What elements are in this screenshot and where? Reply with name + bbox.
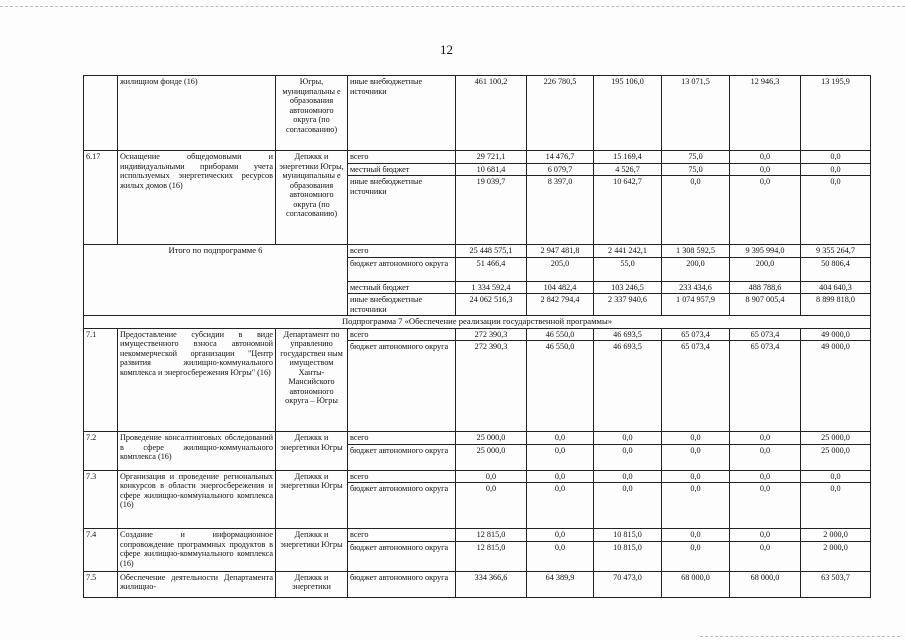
amount-cell: 2 000,0 (801, 541, 871, 571)
amount-cell: 8 899 818,0 (801, 294, 871, 316)
responsible-executor: Депжкк и энергетики Югры (276, 529, 348, 572)
amount-cell: 64 389,9 (527, 571, 594, 597)
row-number: 7.2 (84, 432, 118, 471)
event-name: Обеспечение деятельности Департамента жилищно- (118, 571, 276, 597)
amount-cell: 65 073,4 (730, 328, 801, 341)
amount-cell: 226 780,5 (527, 76, 594, 151)
amount-cell: 0,0 (730, 470, 801, 483)
amount-cell: 75,0 (662, 163, 730, 176)
table-row (84, 76, 871, 151)
funding-source: бюджет автономного округа (348, 483, 456, 529)
amount-cell: 0,0 (730, 432, 801, 445)
amount-cell: 24 062 516,3 (456, 294, 527, 316)
amount-cell: 0,0 (801, 151, 871, 164)
amount-cell: 0,0 (730, 529, 801, 542)
amount-cell: 65 073,4 (662, 341, 730, 432)
amount-cell: 51 466,4 (456, 257, 527, 281)
amount-cell: 0,0 (594, 432, 662, 445)
amount-cell: 200,0 (730, 257, 801, 281)
amount-cell: 19 039,7 (456, 176, 527, 245)
amount-cell: 13 195,9 (801, 76, 871, 151)
amount-cell: 9 355 264,7 (801, 245, 871, 258)
amount-cell: 272 390,3 (456, 341, 527, 432)
amount-cell: 8 397,0 (527, 176, 594, 245)
table-row (84, 529, 871, 542)
row-number (84, 76, 118, 151)
amount-cell: 46 693,5 (594, 341, 662, 432)
amount-cell: 55,0 (594, 257, 662, 281)
responsible-executor: Депжкк и энергетики Югры (276, 432, 348, 471)
amount-cell: 1 334 592,4 (456, 281, 527, 294)
table-row (84, 151, 871, 164)
funding-source: иные внебюджетные источники (348, 76, 456, 151)
amount-cell: 205,0 (527, 257, 594, 281)
table-row (84, 245, 871, 258)
amount-cell: 0,0 (527, 529, 594, 542)
funding-source: иные внебюджетные источники (348, 294, 456, 316)
amount-cell: 334 366,6 (456, 571, 527, 597)
amount-cell: 0,0 (594, 483, 662, 529)
funding-source: местный бюджет (348, 281, 456, 294)
amount-cell: 488 788,6 (730, 281, 801, 294)
amount-cell: 0,0 (662, 444, 730, 470)
funding-source: всего (348, 328, 456, 341)
amount-cell: 0,0 (730, 444, 801, 470)
amount-cell: 0,0 (730, 176, 801, 245)
amount-cell: 2 000,0 (801, 529, 871, 542)
amount-cell: 0,0 (662, 541, 730, 571)
amount-cell: 25 000,0 (801, 432, 871, 445)
funding-source: иные внебюджетные источники (348, 176, 456, 245)
amount-cell: 0,0 (801, 470, 871, 483)
amount-cell: 0,0 (527, 444, 594, 470)
amount-cell: 65 073,4 (662, 328, 730, 341)
amount-cell: 2 947 481,8 (527, 245, 594, 258)
amount-cell: 25 000,0 (801, 444, 871, 470)
amount-cell: 25 000,0 (456, 432, 527, 445)
amount-cell: 2 842 794,4 (527, 294, 594, 316)
responsible-executor: Депжкк и энергетики (276, 571, 348, 597)
amount-cell: 404 640,3 (801, 281, 871, 294)
amount-cell: 0,0 (662, 529, 730, 542)
amount-cell: 46 693,5 (594, 328, 662, 341)
amount-cell: 68 000,0 (730, 571, 801, 597)
scan-edge-top (0, 6, 905, 7)
row-number: 6.17 (84, 151, 118, 245)
amount-cell: 65 073,4 (730, 341, 801, 432)
amount-cell: 200,0 (662, 257, 730, 281)
amount-cell: 29 721,1 (456, 151, 527, 164)
table-row (84, 470, 871, 483)
subtotal-label: Итого по подпрограмме 6 (84, 245, 348, 316)
amount-cell: 15 169,4 (594, 151, 662, 164)
event-name: Оснащение общедомовыми и индивидуальными приборами учета используемых энергетических ресурсов жилых домов (16) (118, 151, 276, 245)
funding-source: всего (348, 470, 456, 483)
amount-cell: 1 074 957,9 (662, 294, 730, 316)
amount-cell: 233 434,6 (662, 281, 730, 294)
row-number: 7.1 (84, 328, 118, 432)
amount-cell: 1 308 592,5 (662, 245, 730, 258)
amount-cell: 6 079,7 (527, 163, 594, 176)
funding-source: местный бюджет (348, 163, 456, 176)
amount-cell: 49 000,0 (801, 341, 871, 432)
amount-cell: 75,0 (662, 151, 730, 164)
amount-cell: 0,0 (456, 470, 527, 483)
amount-cell: 9 395 994,0 (730, 245, 801, 258)
amount-cell: 0,0 (730, 541, 801, 571)
amount-cell: 68 000,0 (662, 571, 730, 597)
funding-source: всего (348, 245, 456, 258)
amount-cell: 0,0 (730, 483, 801, 529)
page-number: 12 (440, 42, 453, 57)
amount-cell: 0,0 (456, 483, 527, 529)
amount-cell: 10 815,0 (594, 529, 662, 542)
funding-source: всего (348, 432, 456, 445)
amount-cell: 0,0 (662, 470, 730, 483)
amount-cell: 0,0 (730, 151, 801, 164)
amount-cell: 0,0 (527, 483, 594, 529)
funding-source: бюджет автономного округа (348, 341, 456, 432)
table-row (84, 328, 871, 341)
amount-cell: 4 526,7 (594, 163, 662, 176)
amount-cell: 12 815,0 (456, 541, 527, 571)
subprogram-header-row (84, 316, 871, 329)
event-name: Проведение консалтинговых обследований в сфере жилищно-коммунального комплекса (16) (118, 432, 276, 471)
amount-cell: 0,0 (730, 163, 801, 176)
amount-cell: 0,0 (527, 432, 594, 445)
funding-source: бюджет автономного округа (348, 571, 456, 597)
amount-cell: 103 246,5 (594, 281, 662, 294)
subprogram-title: Подпрограмма 7 «Обеспечение реализации государственной программы» (84, 316, 871, 329)
amount-cell: 0,0 (594, 470, 662, 483)
event-name: Предоставление субсидии в виде имущественного взноса автономной некоммерческой организации "Центр развития жилищно-коммунального комплекса и энергосбережения Югры" (16) (118, 328, 276, 432)
responsible-executor: Департамент по управлению государствен ным имуществом Ханты-Мансийского автономного округа – Югры (276, 328, 348, 432)
amount-cell: 0,0 (662, 176, 730, 245)
amount-cell: 13 071,5 (662, 76, 730, 151)
row-number: 7.4 (84, 529, 118, 572)
amount-cell: 10 642,7 (594, 176, 662, 245)
event-name: Создание и информационное сопровождение программных продуктов в сфере жилищно-коммунального комплекса (16) (118, 529, 276, 572)
amount-cell: 195 106,0 (594, 76, 662, 151)
amount-cell: 0,0 (662, 432, 730, 445)
amount-cell: 70 473,0 (594, 571, 662, 597)
responsible-executor: Югры, муниципальны е образования автономного округа (по согласованию) (276, 76, 348, 151)
amount-cell: 104 482,4 (527, 281, 594, 294)
funding-source: всего (348, 529, 456, 542)
amount-cell: 25 000,0 (456, 444, 527, 470)
amount-cell: 63 503,7 (801, 571, 871, 597)
amount-cell: 0,0 (594, 444, 662, 470)
budget-table (83, 75, 871, 598)
amount-cell: 46 550,0 (527, 328, 594, 341)
amount-cell: 272 390,3 (456, 328, 527, 341)
amount-cell: 46 550,0 (527, 341, 594, 432)
scan-edge-bottom (700, 636, 900, 637)
amount-cell: 25 448 575,1 (456, 245, 527, 258)
amount-cell: 0,0 (801, 163, 871, 176)
amount-cell: 50 806,4 (801, 257, 871, 281)
amount-cell: 12 946,3 (730, 76, 801, 151)
amount-cell: 0,0 (801, 176, 871, 245)
amount-cell: 49 000,0 (801, 328, 871, 341)
funding-source: бюджет автономного округа (348, 257, 456, 281)
amount-cell: 8 907 005,4 (730, 294, 801, 316)
amount-cell: 10 815,0 (594, 541, 662, 571)
amount-cell: 0,0 (527, 470, 594, 483)
amount-cell: 12 815,0 (456, 529, 527, 542)
event-name: Организация и проведение региональных конкурсов в области энергосбережения и сфере жилищно-коммунального комплекса (16) (118, 470, 276, 529)
responsible-executor: Депжкк и энергетики Югры (276, 470, 348, 529)
funding-source: всего (348, 151, 456, 164)
event-name: жилищном фонде (16) (118, 76, 276, 151)
amount-cell: 0,0 (801, 483, 871, 529)
row-number: 7.5 (84, 571, 118, 597)
amount-cell: 2 337 940,6 (594, 294, 662, 316)
amount-cell: 0,0 (662, 483, 730, 529)
amount-cell: 2 441 242,1 (594, 245, 662, 258)
responsible-executor: Депжкк и энергетики Югры, муниципальны е образования автономного округа (по согласованию) (276, 151, 348, 245)
funding-source: бюджет автономного округа (348, 444, 456, 470)
amount-cell: 0,0 (527, 541, 594, 571)
table-row (84, 571, 871, 597)
amount-cell: 10 681,4 (456, 163, 527, 176)
amount-cell: 14 476,7 (527, 151, 594, 164)
funding-source: бюджет автономного округа (348, 541, 456, 571)
table-row (84, 432, 871, 445)
row-number: 7.3 (84, 470, 118, 529)
amount-cell: 461 100,2 (456, 76, 527, 151)
